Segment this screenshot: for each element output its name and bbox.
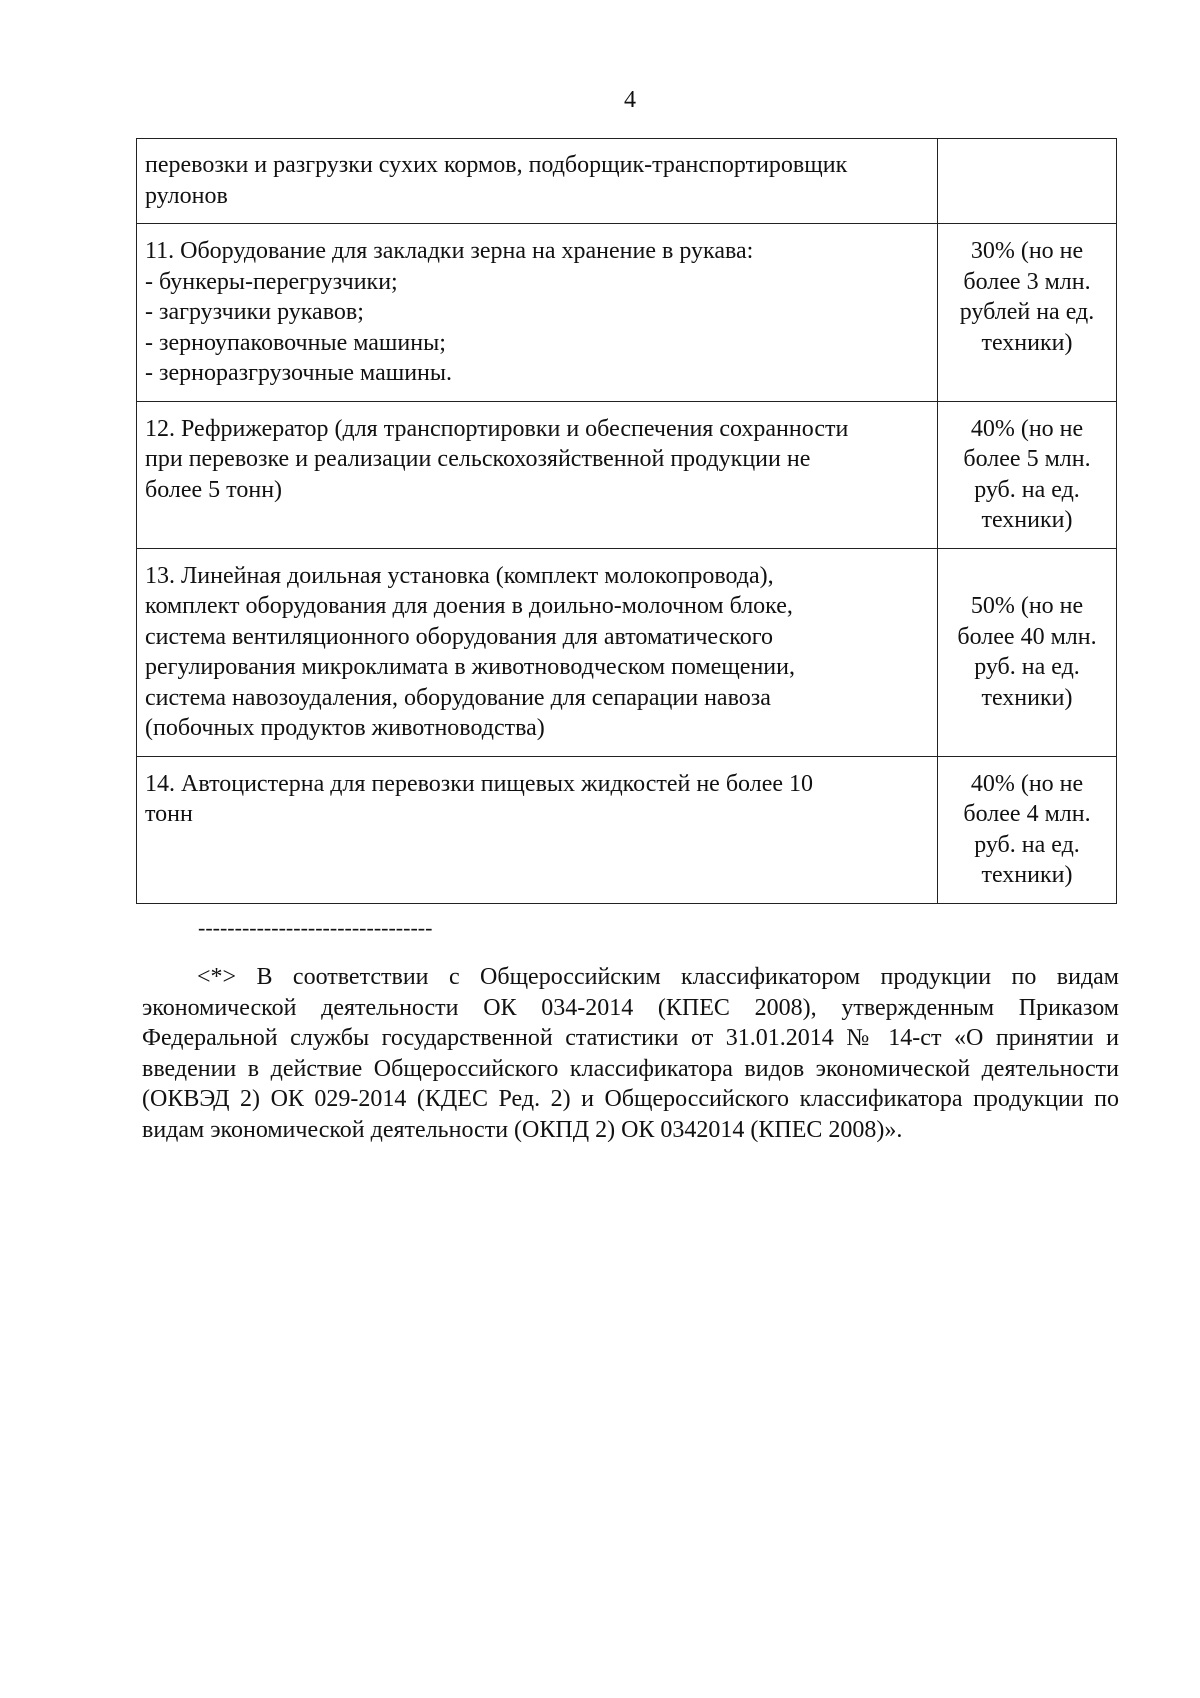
footnote-separator: -------------------------------- [198, 915, 433, 940]
rate-line: руб. на ед. [974, 476, 1080, 503]
table-row [137, 401, 1117, 548]
item-rate [938, 548, 1117, 756]
description-line: - бункеры-перегрузчики; [145, 268, 398, 295]
item-description [137, 756, 938, 903]
description-line: (побочных продуктов животноводства) [145, 715, 545, 741]
description-line: - зерноразгрузочные машины. [145, 360, 453, 386]
rate-line: более 40 млн. [957, 623, 1097, 650]
table-row [137, 548, 1117, 756]
item-description [137, 224, 938, 402]
table-row [137, 756, 1117, 903]
subsidy-table [136, 138, 1117, 904]
rate-line: более 4 млн. [963, 801, 1091, 827]
description-line: 13. Линейная доильная установка (комплект молокопровода), [145, 562, 774, 589]
table-row [137, 224, 1117, 402]
description-line: при перевозке и реализации сельскохозяйственной продукции не [145, 446, 811, 472]
description-line: перевозки и разгрузки сухих кормов, подборщик-транспортировщик [145, 152, 848, 178]
rate-line: руб. на ед. [974, 831, 1080, 858]
item-rate [938, 756, 1117, 903]
item-rate [938, 139, 1117, 224]
description-line: 12. Рефрижератор (для транспортировки и обеспечения сохранности [145, 415, 849, 442]
rate-line: техники) [981, 329, 1073, 356]
footnote-text: <*> В соответствии с Общероссийским классификатором продукции по видам экономической деятельности ОК 034-2014 (КПЕС 2008), утвержденным Приказом Федеральной службы государственной статистики от 31.01.2014 № 14-ст «О принятии и введении в действие Общероссийского классификатора видов экономической деятельности (ОКВЭД 2) ОК 029-2014 (КДЕС Ред. 2) и Общероссийского классификатора продукции по видам экономической деятельности (ОКПД 2) ОК 0342014 (КПЕС 2008)». [142, 964, 1119, 1143]
rate-line: 40% (но не [970, 770, 1084, 797]
rate-line: 30% (но не [970, 238, 1084, 264]
rate-line: рублей на ед. [959, 299, 1095, 325]
rate-line: более 3 млн. [963, 268, 1091, 295]
rate-line: руб. на ед. [974, 654, 1080, 680]
description-line: более 5 тонн) [145, 476, 283, 503]
description-line: регулирования микроклимата в животноводческом помещении, [145, 654, 795, 680]
description-line: 11. Оборудование для закладки зерна на хранение в рукава: [145, 238, 754, 264]
description-line: тонн [145, 801, 193, 827]
description-line: система навозоудаления, оборудование для сепарации навоза [145, 684, 771, 711]
item-description [137, 548, 938, 756]
description-line: 14. Автоцистерна для перевозки пищевых жидкостей не более 10 [145, 770, 814, 797]
item-rate [938, 224, 1117, 402]
item-rate [938, 401, 1117, 548]
description-line: система вентиляционного оборудования для автоматического [145, 623, 773, 650]
description-line: - зерноупаковочные машины; [145, 329, 446, 356]
description-line: комплект оборудования для доения в доильно-молочном блоке, [145, 593, 793, 619]
description-line: - загрузчики рукавов; [145, 299, 364, 325]
item-description [137, 401, 938, 548]
item-description [137, 139, 938, 224]
rate-line: техники) [981, 862, 1073, 888]
rate-line: более 5 млн. [963, 446, 1091, 472]
rate-line: 50% (но не [970, 593, 1084, 619]
table-row [137, 139, 1117, 224]
rate-line: техники) [981, 507, 1073, 533]
description-line: рулонов [145, 182, 228, 209]
rate-line: 40% (но не [970, 415, 1084, 442]
page-number: 4 [624, 87, 636, 113]
rate-line: техники) [981, 684, 1073, 711]
